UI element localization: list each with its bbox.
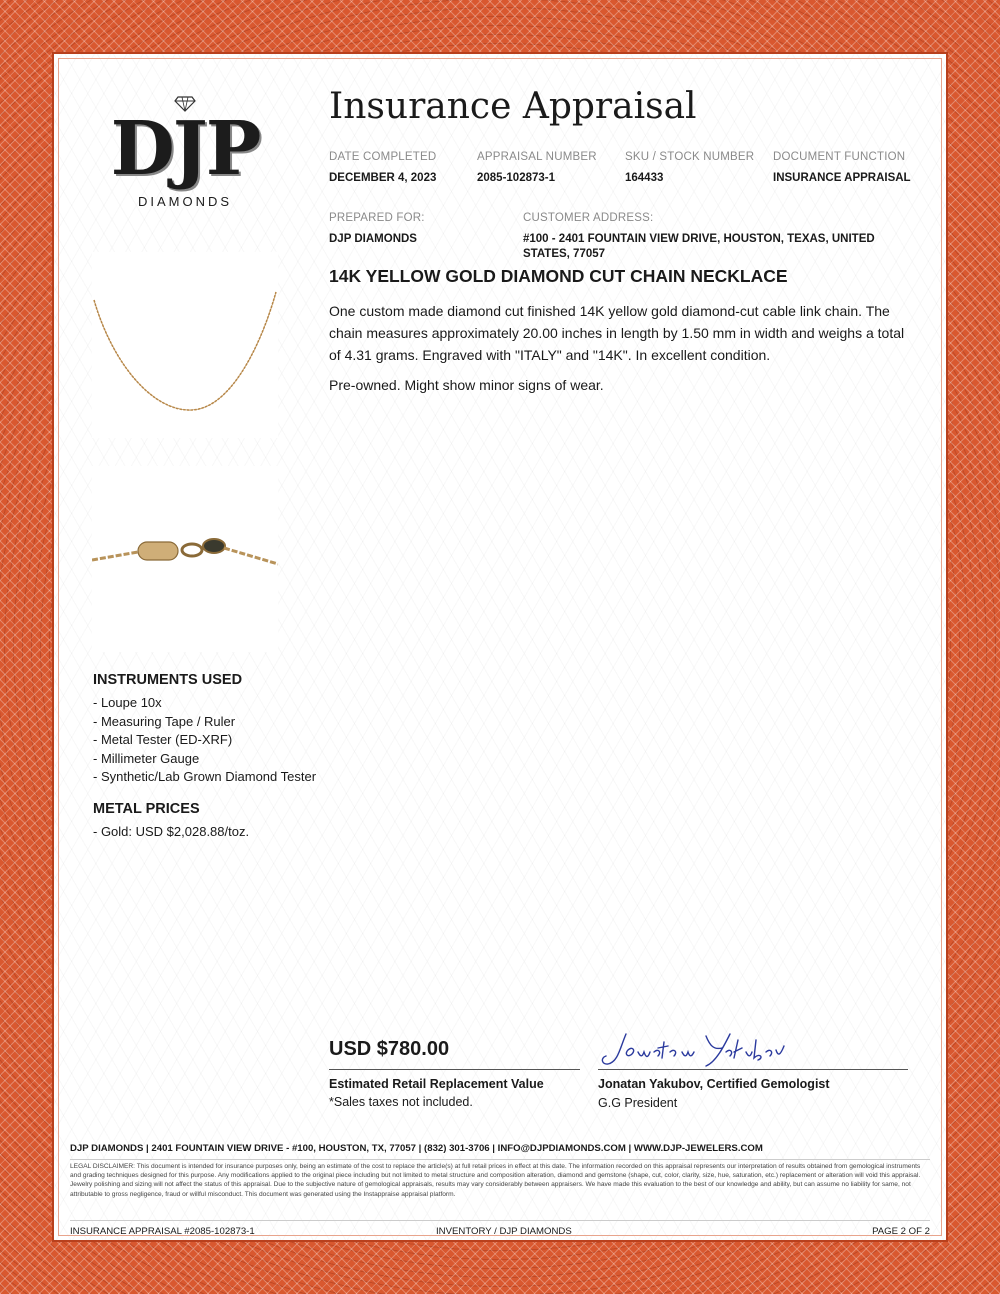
- meta-label: DOCUMENT FUNCTION: [773, 151, 906, 163]
- list-item: - Measuring Tape / Ruler: [93, 713, 236, 729]
- footer-address: DJP DIAMONDS | 2401 FOUNTAIN VIEW DRIVE - #100, HOUSTON, TX, 77057 | (832) 301-3706 | INFO@DJPDIAMONDS.COM | WWW.DJP-JEWELERS.COM: [70, 1143, 763, 1154]
- meta-value: INSURANCE APPRAISAL: [773, 172, 911, 184]
- metal-prices-section: [93, 801, 323, 842]
- page-title: Insurance Appraisal: [329, 86, 697, 127]
- footer-inventory: INVENTORY / DJP DIAMONDS: [436, 1226, 572, 1237]
- product-photo-clasp: [92, 466, 278, 652]
- customer-address: [523, 212, 893, 262]
- logo-text: DJP: [110, 106, 260, 192]
- instruments-section: [93, 672, 323, 787]
- meta-value: 164433: [625, 172, 664, 184]
- handwritten-signature: [598, 1028, 798, 1072]
- bottom-divider: [70, 1220, 930, 1221]
- list-item: - Loupe 10x: [93, 695, 162, 710]
- item-description: One custom made diamond cut finished 14K yellow gold diamond-cut cable link chain. The chain measures approximately 20.00 inches in length by 1.50 mm in width and weighs a total of 4.31 grams. Engraved with "ITALY" and "14K". In excellent condition.: [329, 303, 905, 363]
- customer-address-label: CUSTOMER ADDRESS:: [523, 212, 654, 224]
- page-number: PAGE 2 OF 2: [872, 1226, 930, 1237]
- appraised-value: USD $780.00: [329, 1038, 450, 1060]
- list-item: - Gold: USD $2,028.88/toz.: [93, 824, 250, 839]
- prepared-for: [329, 212, 425, 247]
- prepared-for-label: PREPARED FOR:: [329, 212, 425, 224]
- meta-sku: [625, 151, 754, 186]
- meta-value: 2085-102873-1: [477, 172, 556, 184]
- instruments-list: [93, 694, 323, 787]
- signer-title: G.G President: [598, 1096, 678, 1110]
- signature-divider: [598, 1069, 908, 1070]
- meta-appraisal-number: [477, 151, 597, 186]
- legal-disclaimer: LEGAL DISCLAIMER: This document is intended for insurance purposes only, being an estimate of the cost to replace the article(s) at full retail prices in effect at this date. The information recorded on this appraisal represents our interpretation of results obtained from gemological instruments and grading techniques designed for this purpose. Any modifications applied to the original piece including but not limited to metal structure and composition alteration, diamond and gemstone (shape, cut, color, clarity, size, hue, saturation, etc.) replacement or alteration will void this appraisal. Jewelry polishing and sizing will not affect the status of this appraisal. Due to the subjective nature of gemological appraisals, results may vary considerably between appraisers. We have made this evaluation to the best of our knowledge and ability, but can assume no liability for same, not attributable to gross negligence, fraud or willful misconduct. This document was generated using the Instappraise appraisal platform.: [70, 1163, 921, 1198]
- metal-prices-heading: METAL PRICES: [93, 801, 200, 817]
- item-title: 14K YELLOW GOLD DIAMOND CUT CHAIN NECKLACE: [329, 266, 788, 286]
- meta-label: SKU / STOCK NUMBER: [625, 151, 755, 163]
- list-item: - Millimeter Gauge: [93, 750, 200, 766]
- meta-document-function: [773, 151, 911, 186]
- footer-divider: [70, 1159, 930, 1160]
- product-photo-chain: [92, 252, 278, 438]
- list-item: - Metal Tester (ED-XRF): [93, 732, 233, 747]
- meta-date: [329, 151, 436, 186]
- item-condition: Pre-owned. Might show minor signs of wear.: [329, 377, 604, 393]
- prepared-for-value: DJP DIAMONDS: [329, 233, 417, 245]
- instruments-heading: INSTRUMENTS USED: [93, 672, 243, 688]
- value-divider: [329, 1069, 580, 1070]
- value-label: Estimated Retail Replacement Value: [329, 1077, 544, 1091]
- meta-label: DATE COMPLETED: [329, 151, 437, 163]
- list-item: - Synthetic/Lab Grown Diamond Tester: [93, 769, 317, 784]
- logo-subtext: DIAMONDS: [137, 194, 233, 209]
- meta-label: APPRAISAL NUMBER: [477, 151, 597, 163]
- customer-address-value: #100 - 2401 FOUNTAIN VIEW DRIVE, HOUSTON, TEXAS, UNITED STATES, 77057: [523, 233, 875, 260]
- meta-value: DECEMBER 4, 2023: [329, 172, 437, 184]
- signer-name: Jonatan Yakubov, Certified Gemologist: [598, 1077, 830, 1091]
- footer-appraisal-id: INSURANCE APPRAISAL #2085-102873-1: [70, 1226, 255, 1237]
- company-logo: [100, 96, 270, 216]
- metal-prices-list: [93, 823, 323, 842]
- value-note: *Sales taxes not included.: [329, 1095, 473, 1109]
